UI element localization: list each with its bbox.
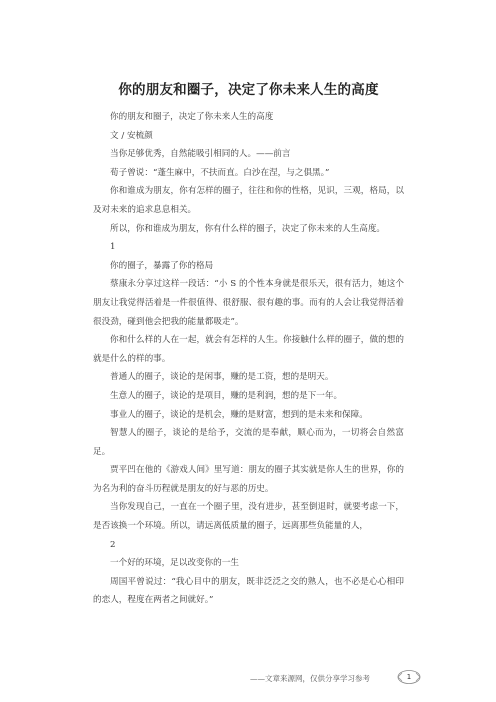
paragraph: 当你足够优秀，自然能吸引相同的人。——前言	[110, 149, 291, 160]
paragraph: 文 / 安梳颜	[110, 130, 153, 141]
paragraph: 智慧人的圈子，谈论的是给予，交流的是奉献，顺心而为，一切将会自然富足。	[93, 428, 404, 457]
paragraph: 周国平曾说过：“我心目中的朋友，既非泛泛之交的熟人，也不必是心心相印的恋人，程度在两者之间就好。”	[93, 576, 404, 606]
paragraph: 生意人的圈子，谈论的是项目，赚的是利润，想的是下一年。	[110, 390, 343, 401]
article-title: 你的朋友和圈子，决定了你未来人生的高度	[118, 82, 379, 98]
paragraph: 你的朋友和圈子，决定了你未来人生的高度	[110, 112, 274, 122]
footer-source-note: ——文章来源网，仅供分享学习参考	[250, 674, 370, 683]
paragraph: 荀子曾说：“蓬生麻中，不扶而直。白沙在涅，与之俱黑。”	[110, 167, 330, 178]
paragraph-list	[93, 108, 404, 610]
paragraph: 1	[110, 242, 116, 253]
paragraph: 2	[110, 539, 116, 550]
paragraph: 当你发现自己，一直在一个圈子里，没有进步，甚至倒退时，就要考虑一下，是否该换一个环境。所以，请远离低质量的圈子，远离那些负能量的人，	[93, 502, 404, 532]
page-number-badge	[396, 669, 422, 685]
paragraph: 一个好的环境，足以改变你的一生	[110, 558, 239, 569]
paragraph: 蔡康永分享过这样一段话：“小 S 的个性本身就是很乐天，很有活力，她这个朋友让我觉得活着是一件很值得、很舒服、很有趣的事。而有的人会让我觉得活着很没劲，碰到他会把我的能量都吸走”。	[93, 279, 404, 327]
article-body	[93, 78, 404, 610]
paragraph: 事业人的圈子，谈论的是机会，赚的是财富，想到的是未来和保障。	[110, 409, 368, 420]
paragraph: 所以，你和谁成为朋友，你有什么样的圈子，决定了你未来的人生高度。	[110, 223, 386, 234]
paragraph: 贾平凹在他的《游戏人间》里写道：朋友的圈子其实就是你人生的世界，你的为名为利的奋斗历程就是朋友的好与恶的历史。	[93, 465, 404, 494]
paragraph: 你和什么样的人在一起，就会有怎样的人生。你接触什么样的圈子，做的想的就是什么的样的事。	[93, 335, 404, 364]
page-number: 1	[406, 673, 412, 681]
paragraph: 普通人的圈子，谈论的是闲事，赚的是工资，想的是明天。	[110, 372, 334, 383]
paragraph: 你和谁成为朋友，你有怎样的圈子，往往和你的性格，见识，三观，格局，以及对未来的追求息息相关。	[93, 186, 404, 215]
paragraph: 你的圈子，暴露了你的格局	[110, 260, 214, 271]
